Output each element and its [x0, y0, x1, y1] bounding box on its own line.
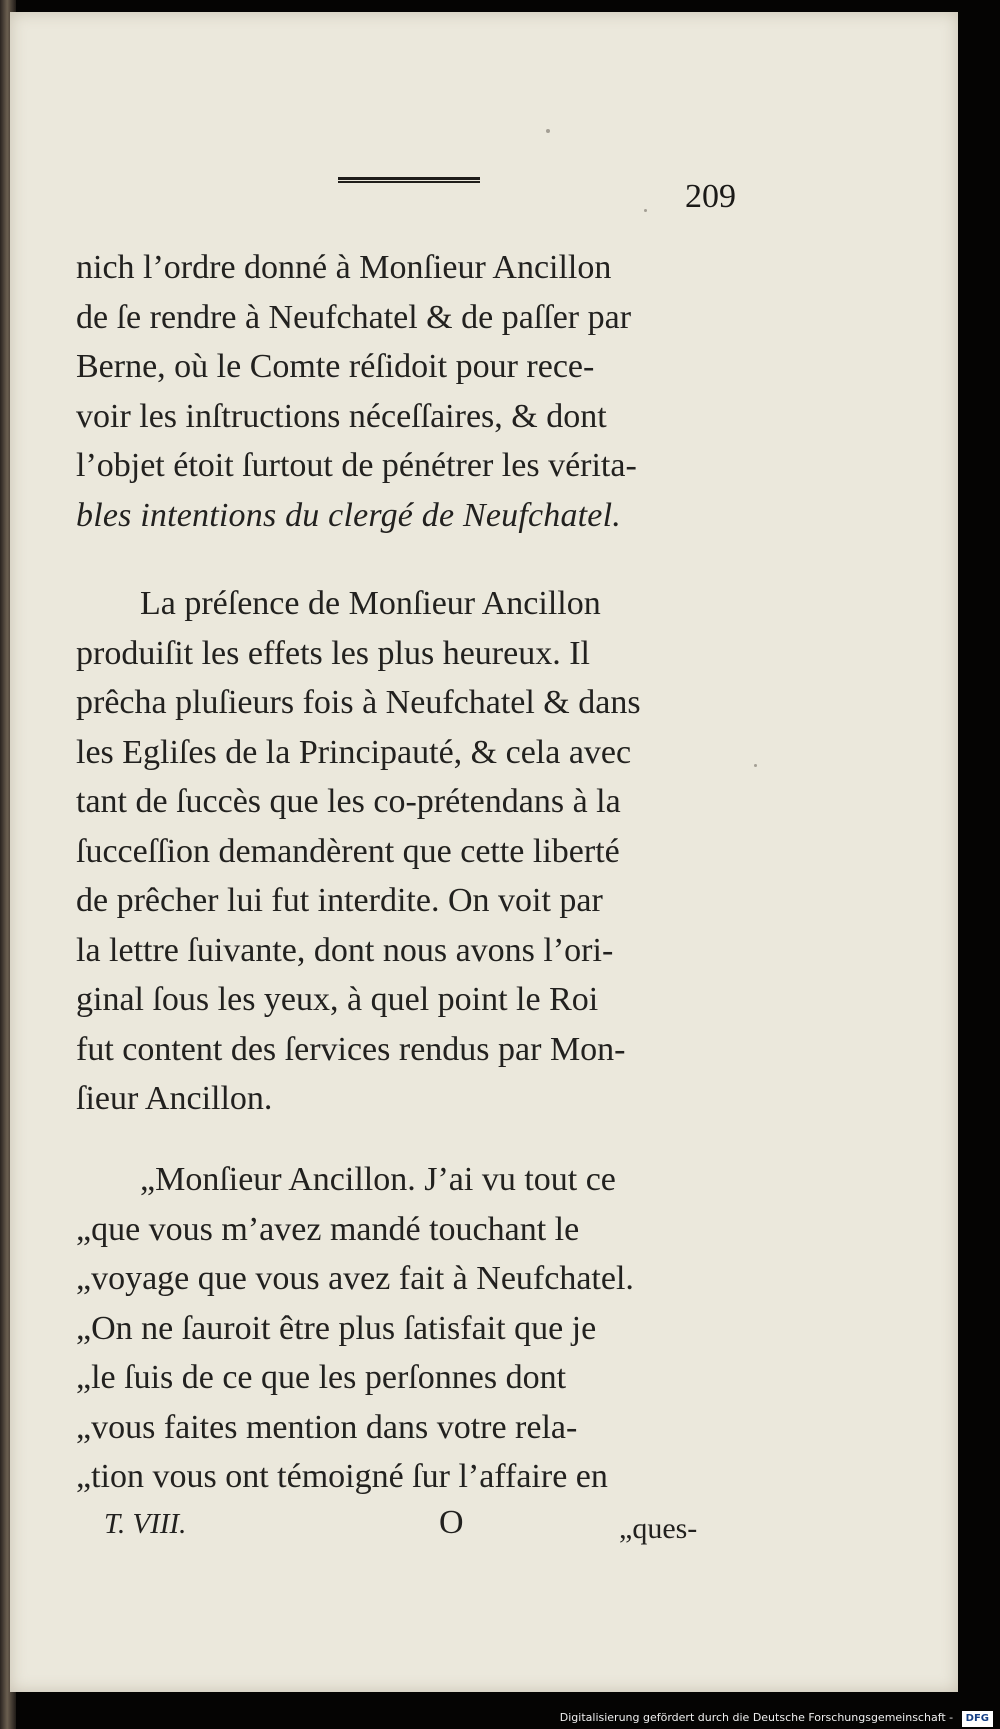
text-line: Berne, où le Comte réſidoit pour rece-	[76, 348, 595, 385]
gathering-letter: O	[439, 1504, 464, 1541]
text-line: La préſence de Monſieur Ancillon	[140, 585, 601, 622]
text-line: ſucceſſion demandèrent que cette liberté	[76, 832, 620, 870]
text-line: voir les inſtructions néceſſaires, & dont	[76, 397, 607, 435]
text-line: „que vous m’avez mandé touchant le	[76, 1210, 580, 1248]
page-number: 209	[685, 178, 736, 215]
volume-signature: T. VIII.	[104, 1508, 187, 1540]
text-line: „le ſuis de ce que les perſonnes dont	[76, 1359, 567, 1396]
book-page	[10, 12, 958, 1692]
paragraph-two	[76, 579, 746, 1124]
text-line: de prêcher lui fut interdite. On voit par	[76, 882, 603, 919]
paragraph-one	[76, 243, 746, 540]
text-line: fut content des ſervices rendus par Mon-	[76, 1030, 626, 1068]
text-line: „Monſieur Ancillon. J’ai vu tout ce	[140, 1161, 616, 1198]
text-line: „On ne ſauroit être plus ſatisfait que je	[76, 1309, 597, 1347]
digitization-credit	[552, 1707, 1000, 1729]
paper-speck	[546, 129, 550, 133]
text-line: bles intentions du clergé de Neufchatel.	[76, 496, 621, 534]
text-line: de ſe rendre à Neufchatel & de paſſer par	[76, 298, 632, 336]
text-line: „voyage que vous avez fait à Neufchatel.	[76, 1260, 634, 1297]
text-line: la lettre ſuivante, dont nous avons l’ori-	[76, 931, 614, 969]
quoted-letter-paragraph	[76, 1155, 746, 1502]
paper-speck	[644, 209, 647, 212]
text-line: produiſit les effets les plus heureux. Il	[76, 634, 590, 672]
paper-speck	[754, 764, 757, 767]
dfg-logo: DFG	[962, 1711, 993, 1727]
text-line: prêcha pluſieurs fois à Neufchatel & dans	[76, 684, 641, 721]
ornamental-rule	[338, 177, 480, 183]
text-line: les Egliſes de la Principauté, & cela avec	[76, 733, 632, 771]
text-line: ſieur Ancillon.	[76, 1080, 273, 1117]
digitization-credit-text: Digitalisierung gefördert durch die Deutsche Forschungsgemeinschaft -	[559, 1711, 954, 1724]
text-line: „vous faites mention dans votre rela-	[76, 1408, 578, 1446]
catchword: „ques-	[619, 1512, 698, 1545]
text-line: nich l’ordre donné à Monſieur Ancillon	[76, 249, 612, 286]
text-line: ginal ſous les yeux, à quel point le Roi	[76, 981, 599, 1018]
text-line: l’objet étoit ſurtout de pénétrer les vérita-	[76, 447, 637, 484]
text-line: tant de ſuccès que les co-prétendans à la	[76, 783, 621, 820]
text-line: „tion vous ont témoigné ſur l’affaire en	[76, 1458, 608, 1495]
